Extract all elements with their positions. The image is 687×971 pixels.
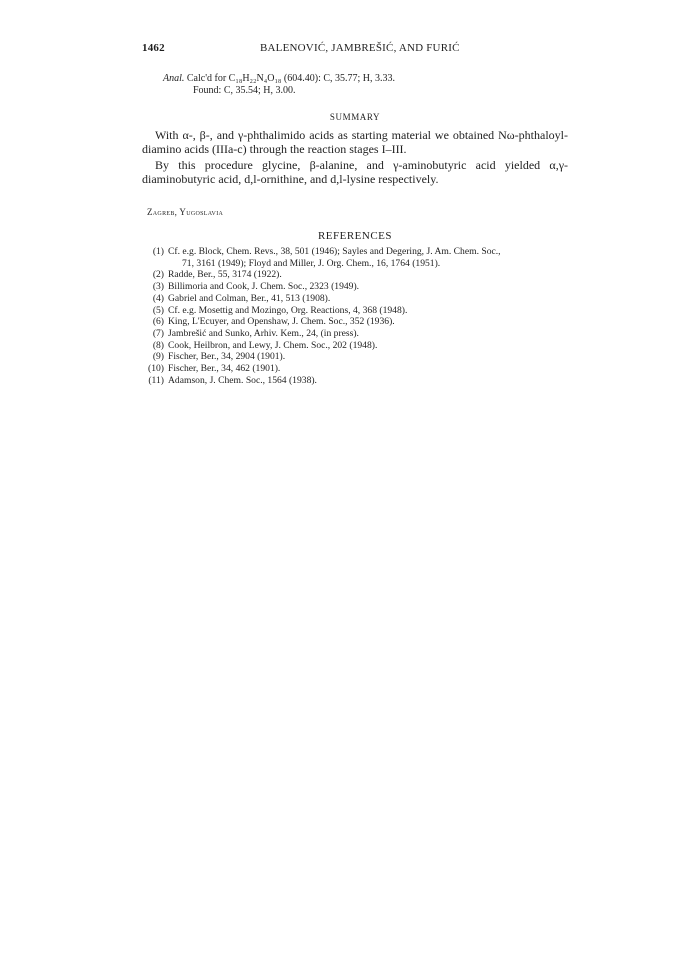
reference-text: Cook, Heilbron, and Lewy, J. Chem. Soc., 202 (1948). xyxy=(168,339,378,351)
reference-item xyxy=(142,246,574,269)
reference-text: Fischer, Ber., 34, 2904 (1901). xyxy=(168,351,286,363)
reference-item xyxy=(142,340,574,352)
reference-item xyxy=(142,375,574,387)
references-list xyxy=(142,246,574,386)
reference-number: (9) xyxy=(152,351,164,363)
reference-number: (8) xyxy=(152,339,164,351)
reference-text: Adamson, J. Chem. Soc., 1564 (1938). xyxy=(168,374,317,386)
summary-paragraph-1: With α-, β-, and γ-phthalimido acids as starting material we obtained Nω-phthaloyl-diamino acids (IIIa-c) through the reaction stages I–III. xyxy=(142,128,568,156)
reference-number: (10) xyxy=(148,363,164,375)
reference-item xyxy=(142,363,574,375)
reference-text: King, L'Ecuyer, and Openshaw, J. Chem. Soc., 352 (1936). xyxy=(168,316,395,328)
reference-text: Jambrešić and Sunko, Arhiv. Kem., 24, (in press). xyxy=(168,327,359,339)
reference-text: Billimoria and Cook, J. Chem. Soc., 2323 (1949). xyxy=(168,281,360,293)
reference-text: Radde, Ber., 55, 3174 (1922). xyxy=(168,269,282,281)
reference-number: (11) xyxy=(148,374,164,386)
analysis-calculated: Calc'd for C₁₈H₂₂N₄O₁₈ (604.40): C, 35.77; H, 3.33. xyxy=(186,73,396,84)
reference-text: Fischer, Ber., 34, 462 (1901). xyxy=(168,363,281,375)
reference-number: (6) xyxy=(152,316,164,328)
reference-number: (4) xyxy=(152,292,164,304)
reference-item xyxy=(142,316,574,328)
reference-text: Cf. e.g. Block, Chem. Revs., 38, 501 (1946); Sayles and Degering, J. Am. Chem. Soc., xyxy=(168,246,501,257)
reference-item xyxy=(142,293,574,305)
analysis-found: Found: C, 35.54; H, 3.00. xyxy=(193,85,296,96)
summary-paragraph-2: By this procedure glycine, β-alanine, and γ-aminobutyric acid yielded α,γ-diaminobutyric acid, d,l-ornithine, and d,l-lysine respectively. xyxy=(142,158,568,186)
references-heading: REFERENCES xyxy=(317,230,393,242)
reference-item xyxy=(142,351,574,363)
summary-heading: SUMMARY xyxy=(329,112,381,122)
page-number: 1462 xyxy=(142,42,165,54)
analysis-label: Anal. xyxy=(163,73,185,84)
running-authors: BALENOVIĆ, JAMBREŠIĆ, AND FURIĆ xyxy=(260,42,460,54)
running-header xyxy=(142,42,568,58)
place-line: Zagreb, Yugoslavia xyxy=(147,207,224,217)
reference-number: (2) xyxy=(152,269,164,281)
reference-text: Gabriel and Colman, Ber., 41, 513 (1908). xyxy=(168,292,331,304)
reference-number: (1) xyxy=(152,246,164,257)
reference-item xyxy=(142,281,574,293)
reference-item xyxy=(142,328,574,340)
analysis-block xyxy=(163,73,395,97)
reference-number: (3) xyxy=(152,281,164,293)
reference-number: (7) xyxy=(152,327,164,339)
reference-item xyxy=(142,269,574,281)
reference-text: Cf. e.g. Mosettig and Mozingo, Org. Reactions, 4, 368 (1948). xyxy=(168,304,408,316)
reference-number: (5) xyxy=(152,304,164,316)
reference-text-continued: 71, 3161 (1949); Floyd and Miller, J. Org. Chem., 16, 1764 (1951). xyxy=(182,257,441,269)
reference-item xyxy=(142,305,574,317)
